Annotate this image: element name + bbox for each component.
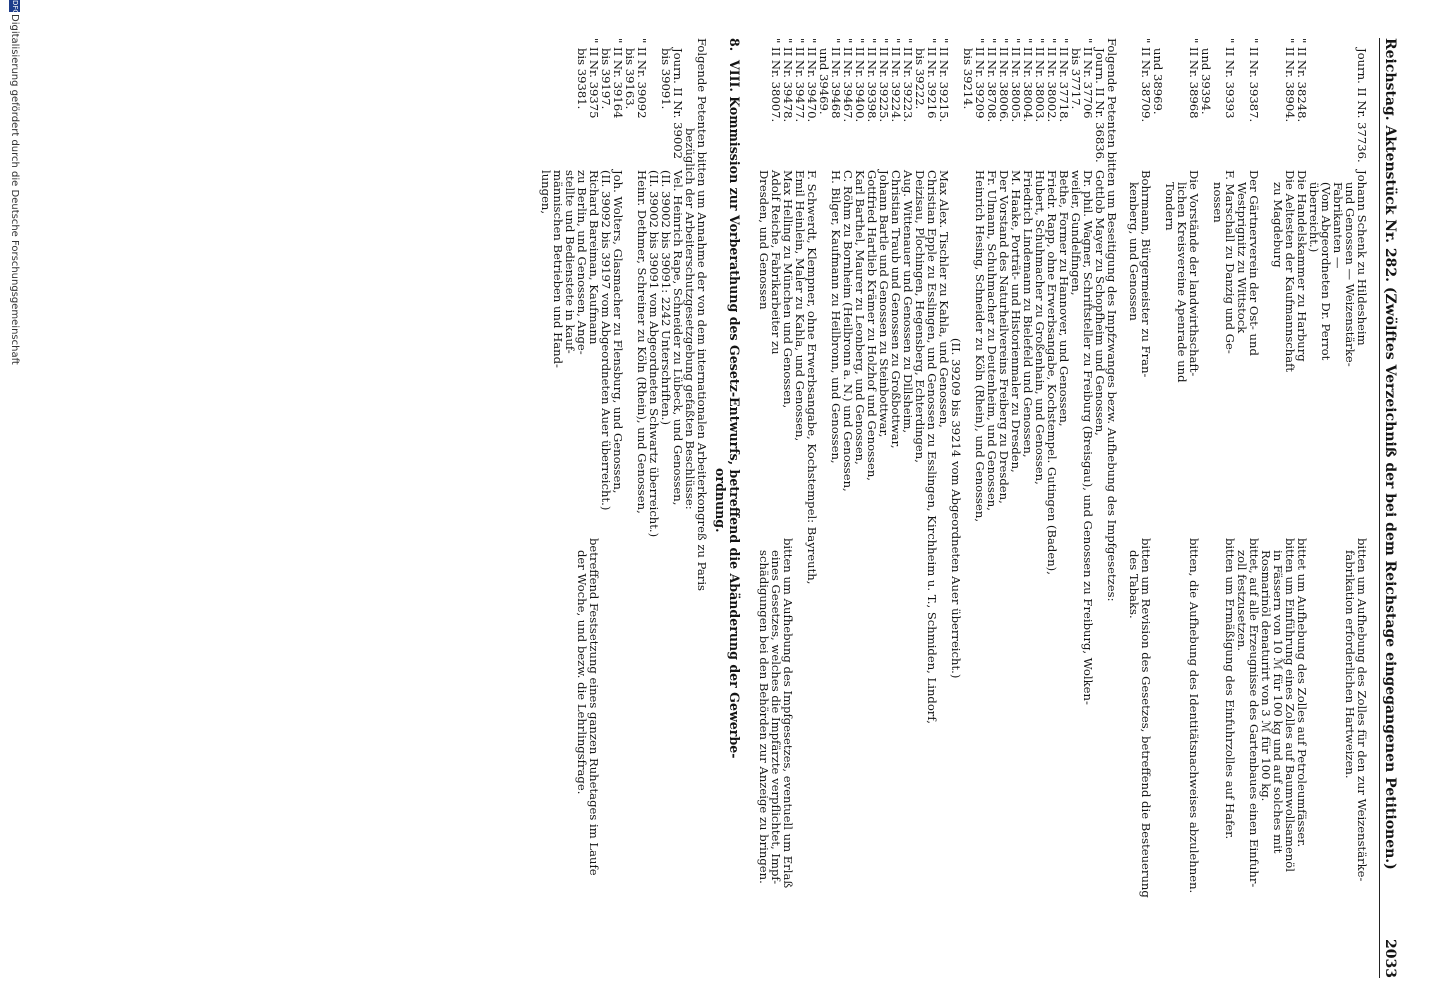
petitioner: Christian Epple zu Esslingen, und Genossen zu Esslingen, Kirchheim u. T., Schmiden, Lindorf,	[925, 170, 939, 724]
petition-ref: " II Nr. 39470.	[805, 38, 819, 123]
petition-ref: Journ. II Nr. 36836.	[1093, 48, 1107, 163]
petition-ref: " II Nr. 39468	[829, 38, 843, 119]
petitioner: (II. 39092 bis 39197 vom Abgeordneten Auer überreicht.)	[599, 170, 613, 511]
petitioner: Max Helling zu München und Genossen,	[781, 170, 795, 409]
section-title: VIII. Kommission zur Vorberathung des Gesetz-Entwurfs, betreffend die Abänderung der Gewerbe-	[727, 60, 742, 759]
section-title-cont: ordnung.	[713, 468, 728, 533]
petition-ref: " II Nr. 39223.	[901, 38, 915, 123]
petition-ref: " II Nr. 39398.	[865, 38, 879, 123]
petition-ref: " II Nr. 39467.	[841, 38, 855, 123]
section-intro-cont: bezüglich der Arbeiterschutzgesetzgebung gefaßten Beschlüsse:	[683, 128, 697, 510]
petition-request: fabrikation erforderlichen Hartweizen.	[1343, 550, 1357, 779]
petitioner: Adolf Reiche, Fabrikarbeiter zu	[769, 170, 783, 355]
petitioner: Der Gärtnerverein der Ost- und	[1247, 170, 1261, 356]
petition-ref: bis 39197.	[599, 48, 613, 110]
petitioner: Christian Traub und Genossen zu Großbottwar,	[889, 170, 903, 449]
petition-request: bittet, auf alle Erzeugnisse des Gartenbaues einen Einfuhr-	[1247, 538, 1261, 888]
petitioner: M. Haake, Porträt- und Historienmaler zu Dresden,	[1009, 170, 1023, 473]
petition-ref: Journ. II Nr. 37736.	[1355, 48, 1369, 163]
petitioner: Karl Barthel, Maurer zu Leonberg, und Genossen,	[853, 170, 867, 465]
petitioner: weiler, Gundelfingen,	[1069, 170, 1083, 296]
petition-ref: und 38969.	[1151, 48, 1165, 115]
petition-ref: " II Nr. 39225.	[877, 38, 891, 123]
petitioner: F. Marschall zu Danzig und Ge-	[1223, 170, 1237, 354]
transmittal-note: (II. 39209 bis 39214 vom Abgeordneten Auer überreicht.)	[949, 338, 963, 679]
petition-ref: " II Nr. 39393	[1223, 38, 1237, 119]
petition-request: in Fässern von 10 ℳ für 100 kg und auf solches mit	[1271, 550, 1285, 854]
petition-ref: bis 39163.	[623, 48, 637, 110]
petitioner: Max Alex. Tischler zu Kahla, und Genossen,	[937, 170, 951, 428]
petitioner: Die Aeltesten der Kaufmannschaft	[1283, 170, 1297, 373]
petitioner: lungen,	[539, 170, 553, 215]
petition-ref: bis 37717.	[1069, 48, 1083, 110]
petition-ref: " II Nr. 39216	[925, 38, 939, 119]
petition-request: der Woche, und bezw. die Lehrlingsfrage.	[575, 550, 589, 795]
petitioner: F. Schwerdt, Klempner, ohne Erwerbsangabe, Kochstempel: Bayreuth,	[805, 170, 819, 585]
petitioner: zu Berlin, und Genossen, Ange-	[575, 170, 589, 355]
petitioner: Johann Bartle und Genossen zu Steinbottwar,	[877, 170, 891, 438]
petitioner: Dresden, und Genossen	[757, 170, 771, 310]
petition-ref: " II Nr. 39224.	[889, 38, 903, 123]
petitioner: Aug. Wittenauer und Genossen zu Dillsheim,	[901, 170, 915, 434]
page-header	[1376, 38, 1398, 978]
page-number: 2033	[1382, 939, 1398, 978]
petitioner: Bohrmann, Bürgermeister zu Fran-	[1139, 170, 1153, 378]
petitioner: überreicht.)	[1307, 182, 1321, 253]
petitioner: Fabrikanten —	[1331, 182, 1345, 269]
petitioner: Heinrich Hesing, Schneider zu Köln (Rhein), und Genossen,	[973, 170, 987, 523]
petition-ref: " II Nr. 38004.	[1021, 38, 1035, 123]
petition-request: bitten um Aufhebung des Zolles für den zur Weizenstärke-	[1355, 538, 1369, 882]
petitioner: Friedrich Lindemann zu Bielefeld und Genossen,	[1021, 170, 1035, 458]
petitioner: Friedr. Rapp, ohne Erwerbsangabe, Kochstempel. Gutingen (Baden),	[1045, 170, 1059, 575]
footer-credit: Digitalisierung gefördert durch die Deutsche Forschungsgemeinschaft	[9, 14, 20, 365]
petitioner: männischen Betrieben und Hand-	[551, 170, 565, 368]
petition-ref: " II Nr. 39400.	[853, 38, 867, 123]
petition-ref: bis 39091.	[659, 48, 673, 110]
petitioner: Tondern	[1163, 182, 1177, 231]
petition-ref: " II Nr. 38003.	[1033, 38, 1047, 123]
petitioner: Hubert, Schuhmacher zu Großenhain, und Genossen,	[1033, 170, 1047, 485]
petitioner: und Genossen — Weizenstärke-	[1343, 182, 1357, 367]
petition-ref: und 39469.	[817, 48, 831, 115]
petition-ref: " II Nr. 38005.	[1009, 38, 1023, 123]
petitioner: Richard Bareiman, Kaufmann	[587, 170, 601, 345]
petition-ref: " II Nr. 38904.	[1283, 38, 1297, 123]
dfg-logo: DFG	[11, 0, 19, 15]
petitioner: Emil Heinlein, Maler zu Kahla, und Genossen,	[793, 170, 807, 442]
petitioner: Dr. phil. Wagner, Schriftsteller zu Freiburg (Breisgau), und Genossen zu Freiburg, Wolken-	[1081, 170, 1095, 705]
petition-ref: " II Nr. 37718.	[1057, 38, 1071, 123]
petition-ref: " II Nr. 38709.	[1139, 38, 1153, 123]
petition-ref: " II Nr. 38708.	[985, 38, 999, 123]
petitioner: Westprignitz zu Wittstock	[1235, 182, 1249, 334]
petitioner: Joh. Wolters, Glasmacher zu Flensburg, und Genossen,	[611, 170, 625, 494]
petition-ref: " II Nr. 39375	[587, 38, 601, 119]
petition-ref: " II Nr. 37706	[1081, 38, 1095, 119]
petitioner: nossen	[1211, 182, 1225, 223]
section-intro: Folgende Petenten bitten um Beseitigung des Impfzwanges bezw. Aufhebung des Impfgesetzes:	[1105, 38, 1119, 602]
petitioner: zu Magdeburg	[1271, 182, 1285, 268]
petitioner: lichen Kreisvereine Apenrade und	[1175, 182, 1189, 383]
petitioner: Die Vorstände der landwirthschaft-	[1187, 170, 1201, 377]
petition-request: bitten um Einführung eines Zolles auf Baumwollsamenöl	[1283, 538, 1297, 872]
petition-request: schädigungen bei den Behörden zur Anzeige zu bringen.	[757, 550, 771, 884]
petition-ref: bis 39381.	[575, 48, 589, 110]
petitioner: (II. 39002 bis 39091 vom Abgeordneten Schwartz überreicht.)	[647, 170, 661, 538]
petitioner: Der Vorstand des Naturheilvereins Freiberg zu Dresden,	[997, 170, 1011, 504]
petition-ref: " II Nr. 39092	[635, 38, 649, 119]
section-intro: Folgende Petenten bitten um Annahme der von dem internationalen Arbeiterkongreß zu Paris	[695, 38, 709, 592]
petition-request: des Tabaks.	[1127, 550, 1141, 619]
petitioner: Gottlob Mayer zu Schopfheim und Genossen,	[1093, 170, 1107, 436]
petition-ref: " II Nr. 39209	[973, 38, 987, 119]
petition-request: bitten, die Aufhebung des Identitätsnachweises abzulehnen.	[1187, 538, 1201, 894]
petitioner: C. Röhm zu Bornheim (Heilbronn a. N.) und Genossen,	[841, 170, 855, 492]
petitioner: kenberg, und Genossen	[1127, 182, 1141, 321]
petitioner: stellte und Bedienstete in kauf-	[563, 170, 577, 354]
petition-ref: Journ. II Nr. 39002	[671, 48, 685, 159]
petitioner: Johann Schenk zu Hildesheim	[1355, 170, 1369, 346]
petition-request: Rosmarinöl denaturirt von 3 ℳ für 100 kg.	[1259, 550, 1273, 802]
petitioner: (Vom Abgeordneten Dr. Perrot	[1319, 182, 1333, 361]
petitioner: Vel. Heinrich Rape, Schneider zu Lübeck, und Genossen,	[671, 170, 685, 506]
header-title: Reichstag. Aktenstück Nr. 282. (Zwölftes Verzeichniß der bei dem Reichstage eingegangenen Petitionen.)	[1382, 38, 1398, 870]
petitioner: H. Bilger, Kaufmann zu Heilbronn, und Genossen,	[829, 170, 843, 464]
petition-ref: " II Nr. 38968	[1187, 38, 1201, 119]
petitioner: Heinr. Dethmer, Schreiner zu Köln (Rhein), und Genossen,	[635, 170, 649, 514]
petition-request: bitten um Aufhebung des Impfgesetzes, eventuell um Erlaß	[781, 538, 795, 889]
petition-ref: bis 39222.	[913, 48, 927, 110]
petition-ref: " II Nr. 39164	[611, 38, 625, 119]
petition-ref: " II Nr. 39477.	[793, 38, 807, 123]
petition-request: eines Gesetzes, welches die Impfärzte verpflichtet, Impf-	[769, 550, 783, 885]
petition-ref: " II Nr. 38006.	[997, 38, 1011, 123]
petition-request: zoll festzusetzen.	[1235, 550, 1249, 652]
section-number: 8.	[727, 38, 742, 52]
petition-ref: bis 39214.	[961, 48, 975, 110]
petition-ref: " II Nr. 38248.	[1295, 38, 1309, 123]
petitioner: Fr. Ulmann, Schuhmacher zu Deutenheim, und Genossen,	[985, 170, 999, 511]
petition-request: bitten um Revision des Gesetzes, betreffend die Besteuerung	[1139, 538, 1153, 898]
petitioner: Bethe, Former zu Hannover, und Genossen,	[1057, 170, 1071, 427]
petitioner: (II. 39002 bis 39091: 2242 Unterschriften.)	[659, 170, 673, 425]
petitioner: Die Handelskammer zu Harburg	[1295, 170, 1309, 362]
petitioner: Deizisau, Plochingen, Hegensberg, Echterdingen,	[913, 170, 927, 463]
petition-request: betreffend Festsetzung eines ganzen Ruhetages im Laufe	[587, 538, 601, 876]
petition-request: bittet um Aufhebung des Zolles auf Petroleumfässer.	[1295, 538, 1309, 848]
petition-ref: " II Nr. 38002.	[1045, 38, 1059, 123]
petition-ref: " II Nr. 39215.	[937, 38, 951, 123]
petitioner: Gottfried Hartlieb Krämer zu Holzhof und Genossen,	[865, 170, 879, 481]
petition-ref: " II Nr. 38007.	[769, 38, 783, 123]
petition-ref: und 39394.	[1199, 48, 1213, 115]
petition-request: bitten um Ermäßigung des Einfuhrzolles auf Hafer.	[1223, 538, 1237, 840]
header-rule	[1379, 38, 1380, 978]
petition-ref: " II Nr. 39478.	[781, 38, 795, 123]
petition-ref: " II Nr. 39387.	[1247, 38, 1261, 123]
